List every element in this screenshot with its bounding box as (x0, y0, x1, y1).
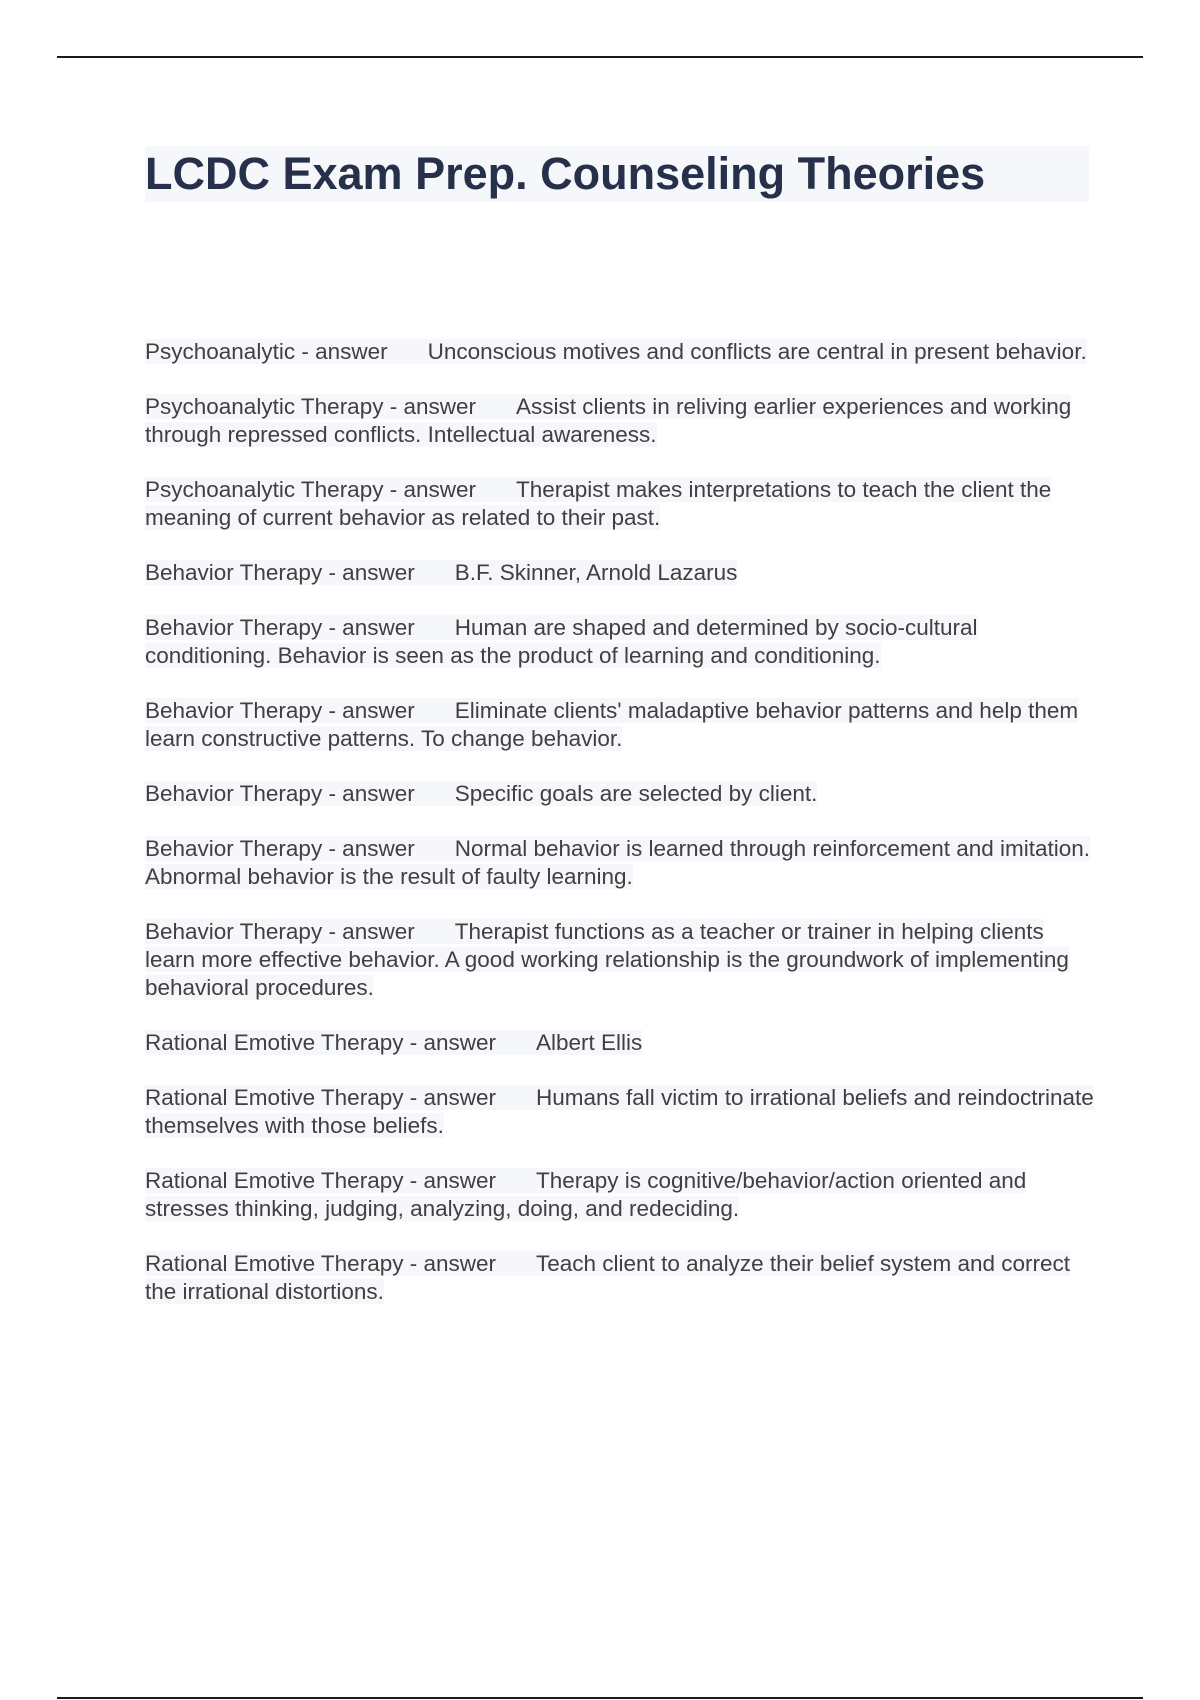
flashcard-definition: Humans fall victim to irrational beliefs and reindoctrinate themselves with those beliefs. (145, 1085, 1094, 1138)
flashcard-term: Behavior Therapy - answer (145, 836, 415, 861)
flashcard-list (145, 338, 1095, 1333)
flashcard-term: Rational Emotive Therapy - answer (145, 1251, 496, 1276)
flashcard-term: Psychoanalytic Therapy - answer (145, 477, 476, 502)
flashcard-item (145, 559, 1095, 587)
flashcard-item (145, 476, 1095, 532)
flashcard-term: Rational Emotive Therapy - answer (145, 1168, 496, 1193)
flashcard-definition: Therapist functions as a teacher or trainer in helping clients learn more effective behavior. A good working relationship is the groundwork of implementing behavioral procedures. (145, 919, 1069, 1000)
flashcard-definition: Therapist makes interpretations to teach the client the meaning of current behavior as related to their past. (145, 477, 1052, 530)
footer-divider (57, 1697, 1143, 1699)
flashcard-term: Behavior Therapy - answer (145, 698, 415, 723)
flashcard-item (145, 1029, 1095, 1057)
flashcard-item (145, 614, 1095, 670)
flashcard-definition: Eliminate clients' maladaptive behavior patterns and help them learn constructive patterns. To change behavior. (145, 698, 1079, 751)
flashcard-definition: Assist clients in reliving earlier experiences and working through repressed conflicts. Intellectual awareness. (145, 394, 1072, 447)
flashcard-term: Behavior Therapy - answer (145, 615, 415, 640)
flashcard-definition: Human are shaped and determined by socio-cultural conditioning. Behavior is seen as the product of learning and conditioning. (145, 615, 978, 668)
flashcard-item (145, 697, 1095, 753)
flashcard-item (145, 1250, 1095, 1306)
flashcard-item (145, 780, 1095, 808)
flashcard-item (145, 918, 1095, 1002)
flashcard-definition: Specific goals are selected by client. (454, 781, 818, 806)
flashcard-term: Rational Emotive Therapy - answer (145, 1085, 496, 1110)
flashcard-item (145, 338, 1095, 366)
flashcard-item (145, 1084, 1095, 1140)
flashcard-term: Behavior Therapy - answer (145, 919, 415, 944)
flashcard-definition: Teach client to analyze their belief system and correct the irrational distortions. (145, 1251, 1071, 1304)
flashcard-term: Behavior Therapy - answer (145, 781, 415, 806)
flashcard-definition: Unconscious motives and conflicts are central in present behavior. (427, 339, 1087, 364)
flashcard-item (145, 1167, 1095, 1223)
flashcard-term: Psychoanalytic Therapy - answer (145, 394, 476, 419)
flashcard-term: Behavior Therapy - answer (145, 560, 415, 585)
flashcard-term: Rational Emotive Therapy - answer (145, 1030, 496, 1055)
flashcard-item (145, 835, 1095, 891)
flashcard-item (145, 393, 1095, 449)
flashcard-definition: Albert Ellis (536, 1030, 643, 1055)
flashcard-definition: Normal behavior is learned through reinforcement and imitation. Abnormal behavior is the result of faulty learning. (145, 836, 1091, 889)
flashcard-definition: Therapy is cognitive/behavior/action oriented and stresses thinking, judging, analyzing, doing, and redeciding. (145, 1168, 1027, 1221)
flashcard-definition: B.F. Skinner, Arnold Lazarus (454, 560, 738, 585)
document-title: LCDC Exam Prep. Counseling Theories (145, 146, 1089, 202)
header-divider (57, 56, 1143, 58)
flashcard-term: Psychoanalytic - answer (145, 339, 388, 364)
